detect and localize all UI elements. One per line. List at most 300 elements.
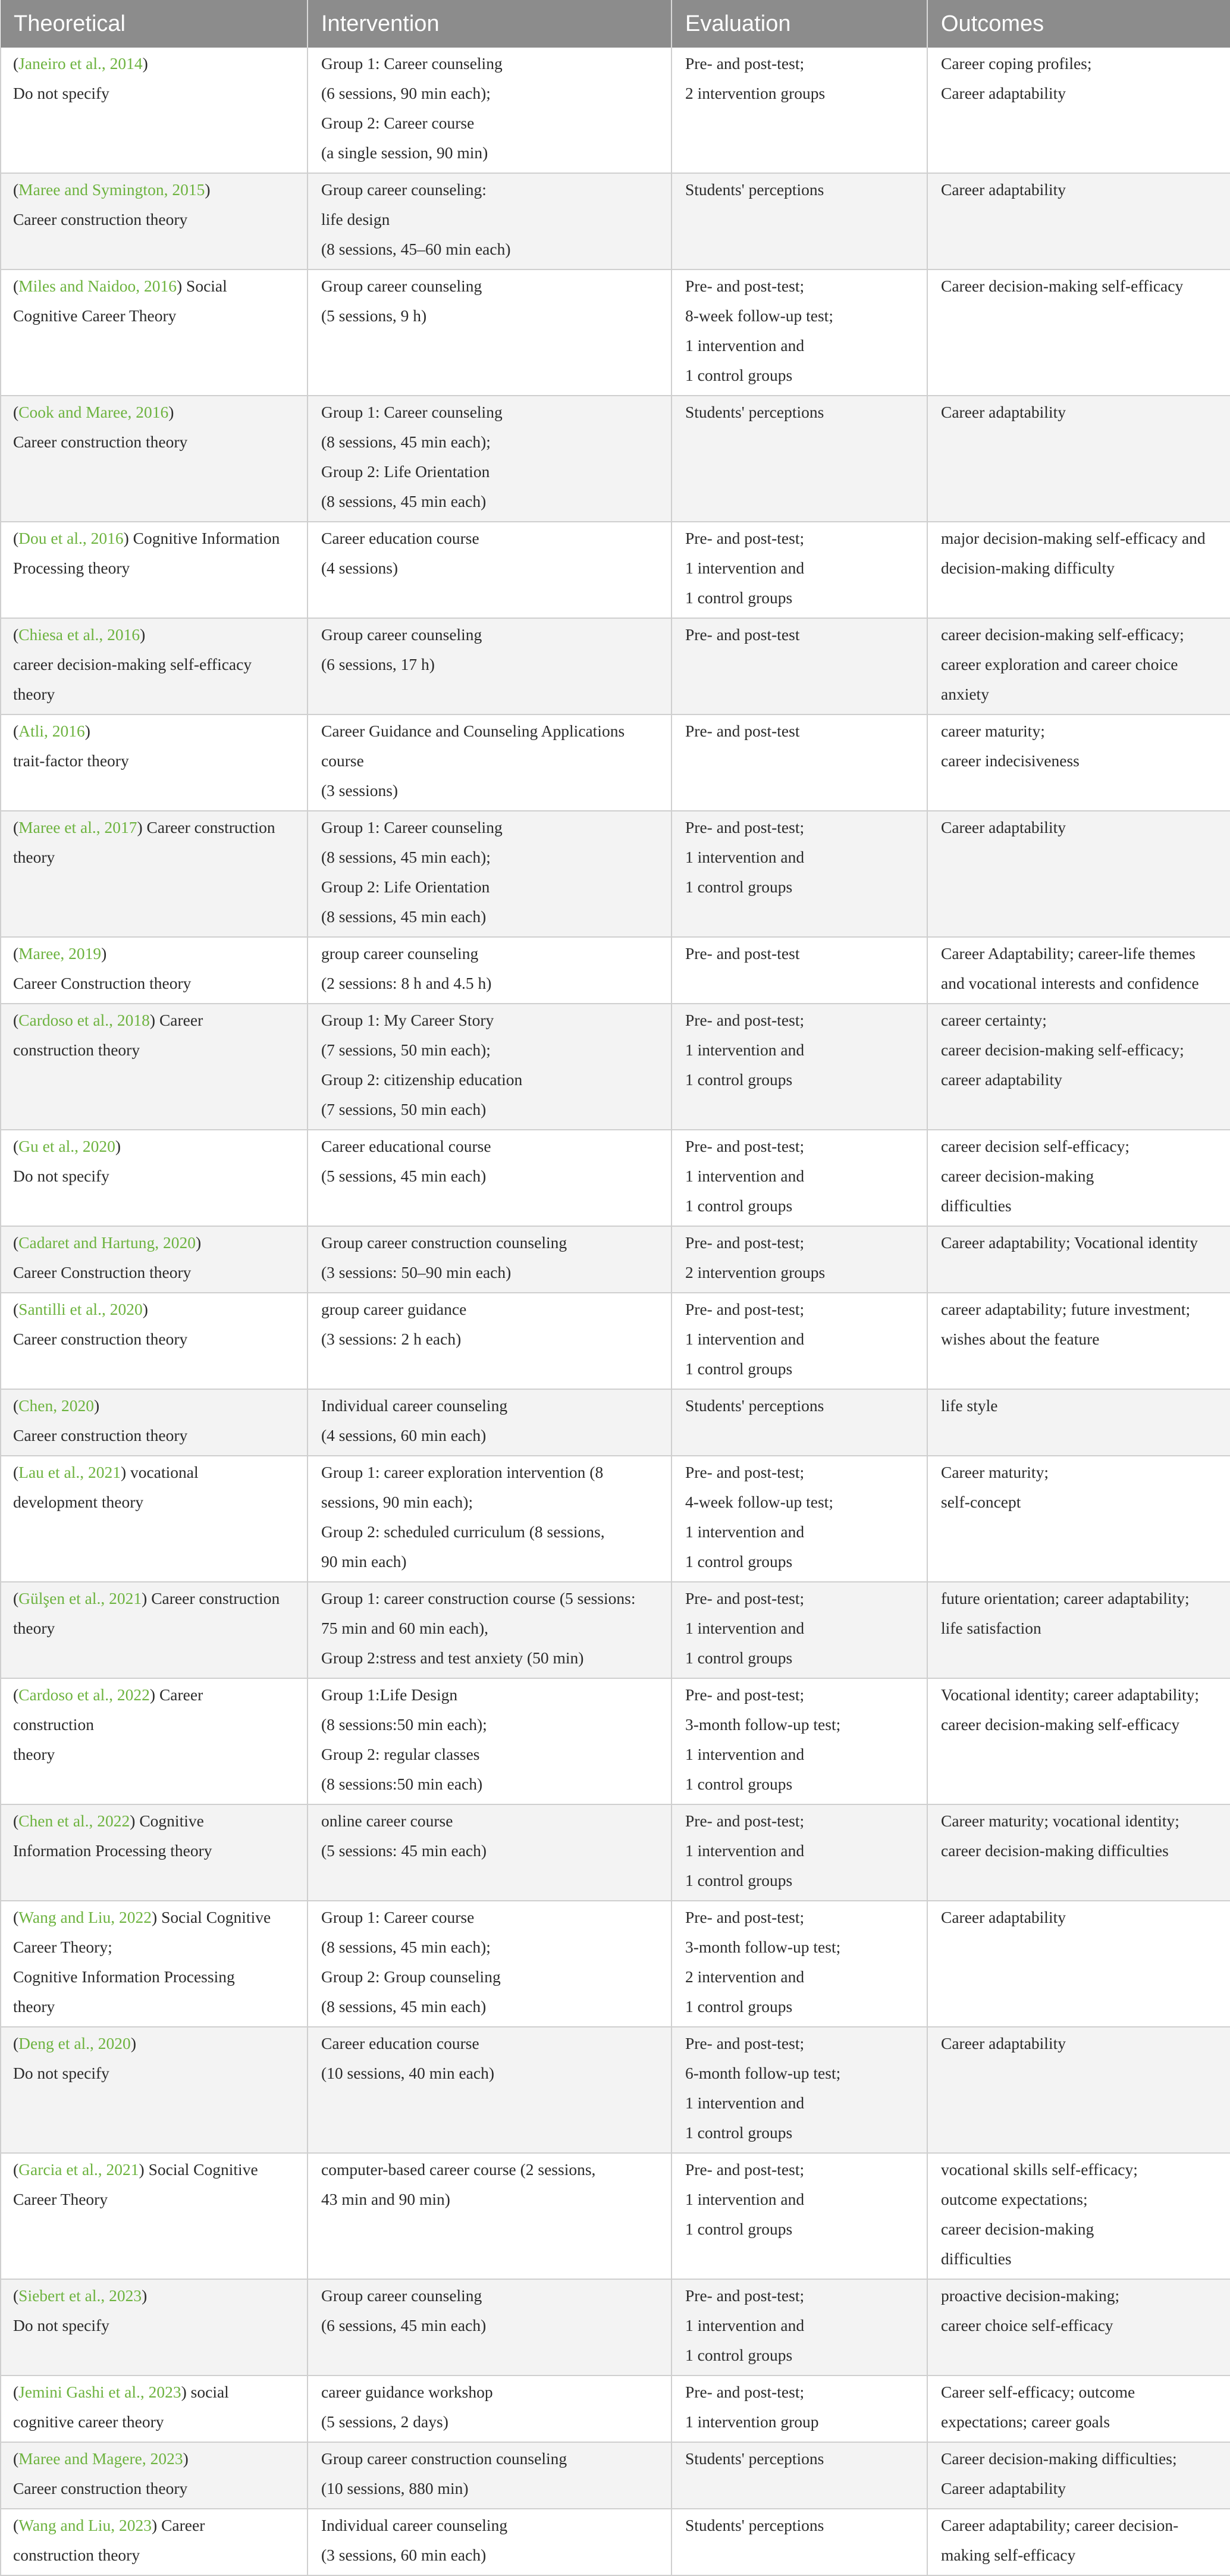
citation-link[interactable]: Chiesa et al., 2016 [18,625,140,644]
cell-intervention [308,2279,672,2376]
outcome-line: career certainty; [941,1011,1047,1029]
evaluation-line: Pre- and post-test; [685,1137,805,1155]
cell-evaluation [672,1456,927,1582]
outcome-line: life style [941,1396,998,1415]
citation-paren-open: ( [13,1908,19,1926]
outcome-line: Career decision-making self-efficacy [941,277,1184,295]
cell-outcomes [927,1456,1230,1582]
cell-outcomes [927,2509,1230,2575]
cell-evaluation [672,48,927,173]
intervention-line: Group career counseling [321,625,482,644]
citation-paren-open: ( [13,1396,19,1415]
intervention-line: (5 sessions: 45 min each) [321,1841,487,1860]
cell-evaluation [672,2509,927,2575]
theory-first-line [13,1903,299,1932]
theory-line: Career Construction theory [13,1263,192,1281]
table-row [1,2509,1230,2575]
cell-theoretical [1,173,308,269]
intervention-line: Group career construction counseling [321,2449,567,2468]
intervention-line: life design [321,210,390,228]
theory-first-line [13,271,299,301]
table-row [1,1582,1230,1678]
outcome-line: career maturity; [941,722,1045,740]
theory-inline-text: Cognitive Information [128,529,280,547]
cell-theoretical [1,1804,308,1901]
theory-first-line [13,1005,299,1035]
intervention-line: Group 1: Career counseling [321,403,503,421]
intervention-line: (3 sessions: 50–90 min each) [321,1263,512,1281]
intervention-line: group career guidance [321,1300,467,1318]
table-row [1,714,1230,811]
evaluation-line: 8-week follow-up test; [685,306,833,325]
cell-theoretical [1,2027,308,2153]
citation-link[interactable]: Cadaret and Hartung, 2020 [18,1233,196,1252]
cell-theoretical [1,2376,308,2442]
cell-theoretical [1,1004,308,1130]
cell-evaluation [672,2153,927,2279]
intervention-line: Group 2:stress and test anxiety (50 min) [321,1649,584,1667]
cell-evaluation [672,1804,927,1901]
intervention-line: Group 1: Career course [321,1908,475,1926]
cell-evaluation [672,522,927,618]
intervention-line: (3 sessions: 2 h each) [321,1330,462,1348]
evaluation-line: Pre- and post-test; [685,1463,805,1481]
citation-link[interactable]: Cardoso et al., 2018 [18,1011,150,1029]
intervention-line: career guidance workshop [321,2383,493,2401]
outcome-line: future orientation; career adaptability; [941,1589,1190,1607]
table-row [1,2153,1230,2279]
intervention-line: (3 sessions, 60 min each) [321,2546,487,2564]
evaluation-line: Pre- and post-test; [685,2160,805,2179]
outcome-line: Career maturity; [941,1463,1049,1481]
header-row [1,0,1230,48]
cell-theoretical [1,1901,308,2027]
citation-paren-close: ) [168,403,174,421]
outcome-line: vocational skills self-efficacy; [941,2160,1138,2179]
outcome-line: career decision-making self-efficacy; [941,1041,1184,1059]
theory-first-line [13,1132,299,1161]
outcome-line: Career coping profiles; [941,54,1092,73]
intervention-line: (8 sessions, 45 min each) [321,907,487,926]
cell-outcomes [927,1226,1230,1293]
citation-link[interactable]: Maree, 2019 [18,944,102,963]
cell-outcomes [927,1004,1230,1130]
intervention-line: Group 1: career construction course (5 sessions: [321,1589,636,1607]
theory-first-line [13,1228,299,1258]
outcome-line: proactive decision-making; [941,2286,1120,2305]
cell-theoretical [1,1130,308,1226]
outcome-line: Career adaptability [941,180,1066,199]
cell-evaluation [672,618,927,714]
theory-inline-text: Social Cognitive [144,2160,258,2179]
intervention-line: online career course [321,1812,453,1830]
theory-inline-text: Career [157,2516,205,2534]
outcome-line: outcome expectations; [941,2190,1088,2208]
intervention-line: (10 sessions, 40 min each) [321,2064,494,2082]
citation-paren-close: ) [84,722,90,740]
cell-outcomes [927,2376,1230,2442]
evaluation-line: Students' perceptions [685,180,824,199]
evaluation-line: Pre- and post-test; [685,2034,805,2052]
outcome-line: Career adaptability; career decision- [941,2516,1179,2534]
outcome-line: anxiety [941,685,989,703]
evaluation-line: 1 control groups [685,1552,793,1571]
citation-paren-open: ( [13,1011,19,1029]
cell-evaluation [672,937,927,1004]
citation-link[interactable]: Cardoso et al., 2022 [18,1685,150,1704]
citation-paren-open: ( [13,1463,19,1481]
citation-link[interactable]: Miles and Naidoo, 2016 [18,277,177,295]
cell-evaluation [672,2279,927,2376]
citation-link[interactable]: Maree et al., 2017 [18,818,137,836]
citation-link[interactable]: Gu et al., 2020 [18,1137,115,1155]
outcome-line: Career adaptability [941,2479,1066,2497]
theory-line: trait-factor theory [13,751,129,770]
citation-link[interactable]: Chen et al., 2022 [18,1812,130,1830]
table-row [1,1130,1230,1226]
citation-paren-open: ( [13,1137,19,1155]
cell-evaluation [672,2442,927,2509]
intervention-line: Career education course [321,529,479,547]
citation-link[interactable]: Gülşen et al., 2021 [18,1589,142,1607]
table-row [1,1389,1230,1456]
citation-paren-close: ) [123,529,129,547]
intervention-line: Group 2: regular classes [321,1745,480,1763]
theory-line: Do not specify [13,84,109,102]
theory-inline-text: Career [155,1685,203,1704]
cell-evaluation [672,1130,927,1226]
table-row [1,2027,1230,2153]
cell-evaluation [672,714,927,811]
citation-paren-close: ) [196,1233,202,1252]
theory-line: theory [13,1745,55,1763]
outcome-line: career decision self-efficacy; [941,1137,1130,1155]
intervention-line: sessions, 90 min each); [321,1493,473,1511]
cell-outcomes [927,2279,1230,2376]
theory-first-line [13,524,299,553]
intervention-line: 75 min and 60 min each), [321,1619,489,1637]
intervention-line: (8 sessions, 45–60 min each) [321,240,511,258]
citation-link[interactable]: Maree and Magere, 2023 [18,2449,183,2468]
cell-outcomes [927,269,1230,396]
intervention-line: Group career construction counseling [321,1233,567,1252]
intervention-line: (4 sessions) [321,559,399,577]
outcome-line: career decision-making [941,2220,1094,2238]
citation-link[interactable]: Maree and Symington, 2015 [18,180,205,199]
cell-intervention [308,1004,672,1130]
evaluation-line: 4-week follow-up test; [685,1493,833,1511]
outcome-line: difficulties [941,1196,1012,1215]
citation-link[interactable]: Siebert et al., 2023 [18,2286,142,2305]
table-row [1,1678,1230,1804]
header-theoretical: Theoretical [1,0,308,48]
citation-paren-close: ) [152,2516,158,2534]
evaluation-line: Pre- and post-test; [685,2383,805,2401]
theory-inline-text: Career construction [142,818,275,836]
citation-paren-open: ( [13,2383,19,2401]
theory-inline-text: Cognitive [135,1812,204,1830]
intervention-line: (6 sessions, 17 h) [321,655,435,673]
citation-paren-close: ) [142,2286,148,2305]
evaluation-line: 1 control groups [685,2220,793,2238]
intervention-line: (a single session, 90 min) [321,143,488,162]
cell-intervention [308,1901,672,2027]
intervention-line: Career Guidance and Counseling Applications [321,722,625,740]
citation-paren-close: ) [176,277,183,295]
theory-first-line [13,2444,299,2474]
evaluation-line: 6-month follow-up test; [685,2064,841,2082]
cell-intervention [308,1293,672,1389]
cell-evaluation [672,396,927,522]
theory-first-line [13,1584,299,1613]
evaluation-line: Pre- and post-test; [685,277,805,295]
intervention-line: (6 sessions, 90 min each); [321,84,491,102]
table-row [1,48,1230,173]
citation-paren-close: ) [93,1396,100,1415]
citation-paren-close: ) [152,1908,158,1926]
outcome-line: Career maturity; vocational identity; [941,1812,1179,1830]
evaluation-line: Pre- and post-test; [685,1589,805,1607]
citation-paren-open: ( [13,722,19,740]
evaluation-line: 1 control groups [685,1997,793,2016]
outcome-line: career decision-making [941,1167,1094,1185]
intervention-line: (4 sessions, 60 min each) [321,1426,487,1444]
citation-paren-close: ) [149,1685,156,1704]
citation-paren-close: ) [101,944,107,963]
intervention-line: (6 sessions, 45 min each) [321,2316,487,2334]
intervention-line: course [321,751,364,770]
intervention-line: (8 sessions, 45 min each) [321,1997,487,2016]
cell-outcomes [927,1389,1230,1456]
cell-theoretical [1,2509,308,2575]
outcome-line: career adaptability; future investment; [941,1300,1191,1318]
theory-inline-text: Social Cognitive [157,1908,271,1926]
theory-first-line [13,1458,299,1487]
intervention-line: computer-based career course (2 sessions, [321,2160,596,2179]
table-row [1,937,1230,1004]
cell-intervention [308,618,672,714]
intervention-line: 43 min and 90 min) [321,2190,450,2208]
evaluation-line: 1 intervention and [685,559,805,577]
citation-paren-open: ( [13,1233,19,1252]
cell-outcomes [927,714,1230,811]
cell-theoretical [1,522,308,618]
theory-line: theory [13,685,55,703]
cell-intervention [308,269,672,396]
theory-inline-text: Social [182,277,227,295]
citation-link[interactable]: Garcia et al., 2021 [18,2160,139,2179]
theory-first-line [13,939,299,969]
cell-intervention [308,937,672,1004]
cell-intervention [308,2442,672,2509]
cell-evaluation [672,1226,927,1293]
cell-outcomes [927,2153,1230,2279]
intervention-line: (2 sessions: 8 h and 4.5 h) [321,974,492,992]
cell-theoretical [1,1456,308,1582]
evaluation-line: Pre- and post-test; [685,54,805,73]
theory-line: development theory [13,1493,144,1511]
citation-link[interactable]: Deng et al., 2020 [18,2034,131,2052]
citation-paren-close: ) [181,2383,187,2401]
outcome-line: and vocational interests and confidence [941,974,1199,992]
theory-line: Cognitive Information Processing [13,1967,235,1986]
citation-link[interactable]: Dou et al., 2016 [18,529,124,547]
cell-theoretical [1,2279,308,2376]
intervention-line: (7 sessions, 50 min each) [321,1100,487,1118]
cell-intervention [308,2027,672,2153]
theory-first-line [13,1806,299,1836]
citation-link[interactable]: Santilli et al., 2020 [18,1300,143,1318]
evaluation-line: Students' perceptions [685,2449,824,2468]
theory-line: Do not specify [13,1167,109,1185]
table-row [1,1901,1230,2027]
theory-line: Do not specify [13,2064,109,2082]
intervention-line: (7 sessions, 50 min each); [321,1041,491,1059]
evaluation-line: 2 intervention and [685,1967,805,1986]
table-row [1,1293,1230,1389]
theory-first-line [13,1680,299,1710]
citation-link[interactable]: Cook and Maree, 2016 [18,403,169,421]
theory-first-line [13,49,299,79]
intervention-line: Group 2: Life Orientation [321,878,490,896]
citation-paren-close: ) [115,1137,121,1155]
intervention-line: (8 sessions:50 min each); [321,1715,487,1734]
cell-intervention [308,396,672,522]
cell-outcomes [927,1678,1230,1804]
outcome-line: wishes about the feature [941,1330,1100,1348]
citation-link[interactable]: Lau et al., 2021 [18,1463,121,1481]
evaluation-line: 1 intervention and [685,1619,805,1637]
evaluation-line: Pre- and post-test; [685,1011,805,1029]
outcome-line: career decision-making self-efficacy [941,1715,1180,1734]
cell-outcomes [927,811,1230,937]
citation-paren-open: ( [13,2286,19,2305]
cell-theoretical [1,1389,308,1456]
outcome-line: career indecisiveness [941,751,1080,770]
cell-outcomes [927,1130,1230,1226]
intervention-line: Group 2: Career course [321,114,475,132]
theory-line: Cognitive Career Theory [13,306,177,325]
table-row [1,1226,1230,1293]
cell-theoretical [1,1678,308,1804]
outcome-line: Career adaptability [941,818,1066,836]
cell-outcomes [927,1582,1230,1678]
theory-first-line [13,716,299,746]
cell-intervention [308,1130,672,1226]
evaluation-line: Pre- and post-test; [685,529,805,547]
evaluation-line: 1 intervention and [685,1167,805,1185]
theory-first-line [13,813,299,842]
evaluation-line: 1 intervention and [685,2094,805,2112]
cell-intervention [308,1804,672,1901]
citation-link[interactable]: Janeiro et al., 2014 [18,54,143,73]
citation-paren-close: ) [140,625,146,644]
outcome-line: Career adaptability [941,84,1066,102]
cell-theoretical [1,48,308,173]
outcome-line: Career Adaptability; career-life themes [941,944,1196,963]
table-row [1,618,1230,714]
theory-first-line [13,2281,299,2311]
cell-intervention [308,1582,672,1678]
cell-theoretical [1,2153,308,2279]
outcome-line: decision-making difficulty [941,559,1115,577]
citation-paren-open: ( [13,1812,19,1830]
theory-inline-text: Career [155,1011,203,1029]
evaluation-line: 1 control groups [685,1871,793,1889]
citation-paren-open: ( [13,2160,19,2179]
intervention-line: (8 sessions, 45 min each) [321,492,487,510]
table-body [1,48,1230,2575]
cell-intervention [308,48,672,173]
outcome-line: making self-efficacy [941,2546,1076,2564]
intervention-line: (5 sessions, 9 h) [321,306,427,325]
evaluation-line: Pre- and post-test; [685,818,805,836]
table-row [1,1004,1230,1130]
outcome-line: Vocational identity; career adaptability; [941,1685,1199,1704]
evaluation-line: Pre- and post-test; [685,1685,805,1704]
theory-line: Processing theory [13,559,130,577]
citation-link[interactable]: Wang and Liu, 2022 [18,1908,152,1926]
cell-theoretical [1,937,308,1004]
evaluation-line: 2 intervention groups [685,84,826,102]
theory-line: theory [13,1619,55,1637]
citation-paren-open: ( [13,818,19,836]
citation-link[interactable]: Wang and Liu, 2023 [18,2516,152,2534]
outcome-line: Career decision-making difficulties; [941,2449,1177,2468]
cell-theoretical [1,2442,308,2509]
cell-outcomes [927,1293,1230,1389]
theory-line: construction [13,1715,94,1734]
intervention-line: Group 1: Career counseling [321,54,503,73]
table-row [1,173,1230,269]
evaluation-line: 1 intervention and [685,1745,805,1763]
evaluation-line: 1 control groups [685,1359,793,1378]
citation-paren-close: ) [130,1812,136,1830]
cell-evaluation [672,173,927,269]
intervention-line: Career education course [321,2034,479,2052]
cell-outcomes [927,1901,1230,2027]
intervention-line: Group 1:Life Design [321,1685,458,1704]
evaluation-line: 1 control groups [685,588,793,607]
citation-link[interactable]: Atli, 2016 [18,722,85,740]
theory-line: cognitive career theory [13,2412,164,2431]
citation-paren-close: ) [142,1300,148,1318]
theory-first-line [13,2511,299,2540]
evaluation-line: Pre- and post-test; [685,1908,805,1926]
evaluation-line: Pre- and post-test [685,625,800,644]
outcome-line: career decision-making self-efficacy; [941,625,1184,644]
evaluation-line: 1 control groups [685,2346,793,2364]
citation-link[interactable]: Chen, 2020 [18,1396,94,1415]
citation-paren-open: ( [13,277,19,295]
evaluation-line: 1 control groups [685,1196,793,1215]
citation-paren-open: ( [13,625,19,644]
outcome-line: career decision-making difficulties [941,1841,1169,1860]
outcome-line: Career adaptability [941,2034,1066,2052]
cell-evaluation [672,269,927,396]
intervention-line: (3 sessions) [321,781,399,800]
theory-line: Career construction theory [13,210,188,228]
citation-link[interactable]: Jemini Gashi et al., 2023 [18,2383,181,2401]
citation-paren-close: ) [183,2449,189,2468]
theory-line: Career construction theory [13,1426,188,1444]
intervention-line: Group 2: scheduled curriculum (8 sessions, [321,1522,605,1541]
outcome-line: Career adaptability [941,1908,1066,1926]
table-row [1,396,1230,522]
citation-paren-open: ( [13,1685,19,1704]
evaluation-line: Students' perceptions [685,403,824,421]
citation-paren-close: ) [121,1463,127,1481]
